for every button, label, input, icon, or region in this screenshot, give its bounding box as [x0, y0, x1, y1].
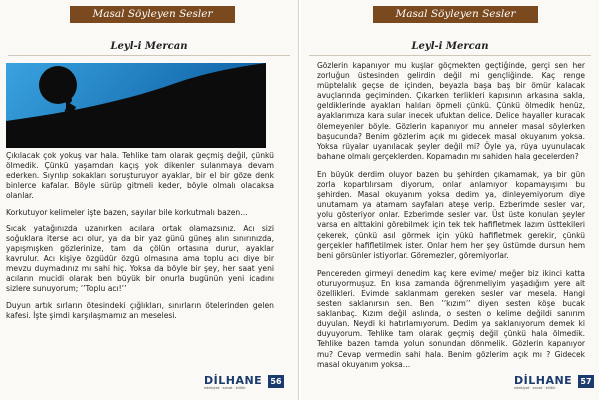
- section-banner: Masal Söyleyen Sesler: [373, 6, 538, 23]
- page-number: 56: [268, 375, 284, 388]
- left-body-text: [6, 151, 274, 328]
- paragraph: Sıcak yatağınızda uzanırken acılara ortak olamazsınız. Acı sizi soğuklara iterse acı olur, ya da bir yaz günü güneş alın sınırınızda, yapışmışken gözlerinize, tam da çölün ortasına durur, ayaklar kavrulur. Acı kişiye özgüdür özgü olmasına ama toplu acı diye bir mevzu duymadınız mı sahi hiç. Yoksa da böyle bir şey, her saat yeni acıların mucidi olarak ben büyük bir onurla bugünün yeni icadını sizlere sunuyorum; ’’Toplu acı!’’: [6, 224, 274, 293]
- right-body-text: [317, 61, 585, 378]
- publisher-logo: [514, 374, 592, 396]
- left-page: [0, 0, 299, 400]
- divider: [8, 55, 290, 56]
- publisher-logo: [204, 374, 282, 396]
- right-page: [301, 0, 599, 400]
- logo-brand: DİLHANE: [204, 374, 263, 387]
- paragraph: Pencereden girmeyi denedim kaç kere evime/ meğer biz ikinci katta oturuyormuşuz. En kısa zamanda öğrenmeliyim yaşadığım yere ait özellikleri. Evimde saklanmam gereken sesler var mesela. Hangi sesten saklanırsın sen. Ben ’’kızım’’ diyen sesten köşe bucak saklanbaç. Kızım değil aslında, o sesten o kelime değildi sanırım duyulan. Neydi ki hatırlamıyorum. Dedim ya saklanıyorum demek ki duyuyorum. Tehlike tam olarak geçmiş değil çünkü hala ölmedik. Tehlike bazen tamda yolun sonundan dönmelik. Gözlerin kapanıyor mu? Cevap vermedin sahi hala. Benim gözlerim açık mı ? Gidecek masal okuyanım yoksa…: [317, 268, 585, 369]
- logo-tagline: edebiyat · sanat · kültür: [204, 386, 246, 390]
- paragraph: Duyun artık sırların ötesindeki çığlıkları, sınırların ötelerinden gelen kafesi. İşte şimdi karşılaşmamız an meselesi.: [6, 300, 274, 320]
- illustration-boulder: [6, 63, 266, 148]
- divider: [309, 55, 591, 56]
- paragraph: En büyük derdim oluyor bazen bu şehirden çıkamamak, ya bir gün zorla kopartılırsam diyorum, onlar anlamıyor kopamayışımı bu şehirden. Masal okuyanım yoksa dedim ya, dinleyemiyorum diye unutamam ya atamam sayfaları ateşe verip. Ezberimde sesler var, yolu gösteriyor onlar. Ezberimde sesler var. Üst üste konulan şeyler varsa en alttakini görebilmek için tek tek hafifletmek lazım üsttekileri çekerek, çünkü asıl görmek için yükü hafifletmek gerekir, çünkü gerçekler hafifletilmek ister. Onlar hem her şey üstümde dursun hem beni görsünler istiyorlar. Göremezler, göremiyorlar.: [317, 169, 585, 260]
- logo-brand: DİLHANE: [514, 374, 573, 387]
- section-banner: Masal Söyleyen Sesler: [70, 6, 235, 23]
- page-number: 57: [578, 375, 594, 388]
- paragraph: Korkutuyor kelimeler işte bazen, sayılar bile korkutmalı bazen…: [6, 207, 248, 217]
- paragraph: Gözlerin kapanıyor mu kuşlar göçmekten geçtiğinde, gerçi sen her zorluğun üstesinden gelirdin değil mi gençliğinde. Kaç renge müptelalık geçse de içinden, beyazla başa baş bir ömür kalacak avuçlarında geçiminden. Çıkarken terlikleri kapısının arkasına sakla, geldiklerinde ayakları halıları öpmeli çünkü. Çünkü ölmedik henüz, ayaklarımıza kara sular inecek ufuktan delice. Delice hayaller kuracak ölemeyenler böyle. Gözlerin kapanıyor mu anneler masal söylerken başucunda? Benim gözlerim açık mı gidecek masal okuyanım yoksa. Yoksa rüyalar uyanılacak şeyler değil mi? Öyle ya, rüya uyunulacak bahane olmalı gerçeklerden. Kopamadın mı sahiden hala gecelerden?: [317, 61, 585, 161]
- story-title: Leyl-i Mercan: [110, 41, 188, 52]
- story-title: Leyl-i Mercan: [411, 41, 489, 52]
- paragraph: Çıkılacak çok yokuş var hala. Tehlike tam olarak geçmiş değil, çünkü ölmedik. Çünkü yaşamdan kaçış yok dikenler sulanmaya devam ederken. Sıyrılıp sokakları soruşturuyor ayaklar, bir el bir göze denk binlerce kafalar. Böyle sürüp gitmeli keder, böyle olmalı olacaksa olanlar.: [6, 151, 274, 200]
- logo-tagline: edebiyat · sanat · kültür: [514, 386, 556, 390]
